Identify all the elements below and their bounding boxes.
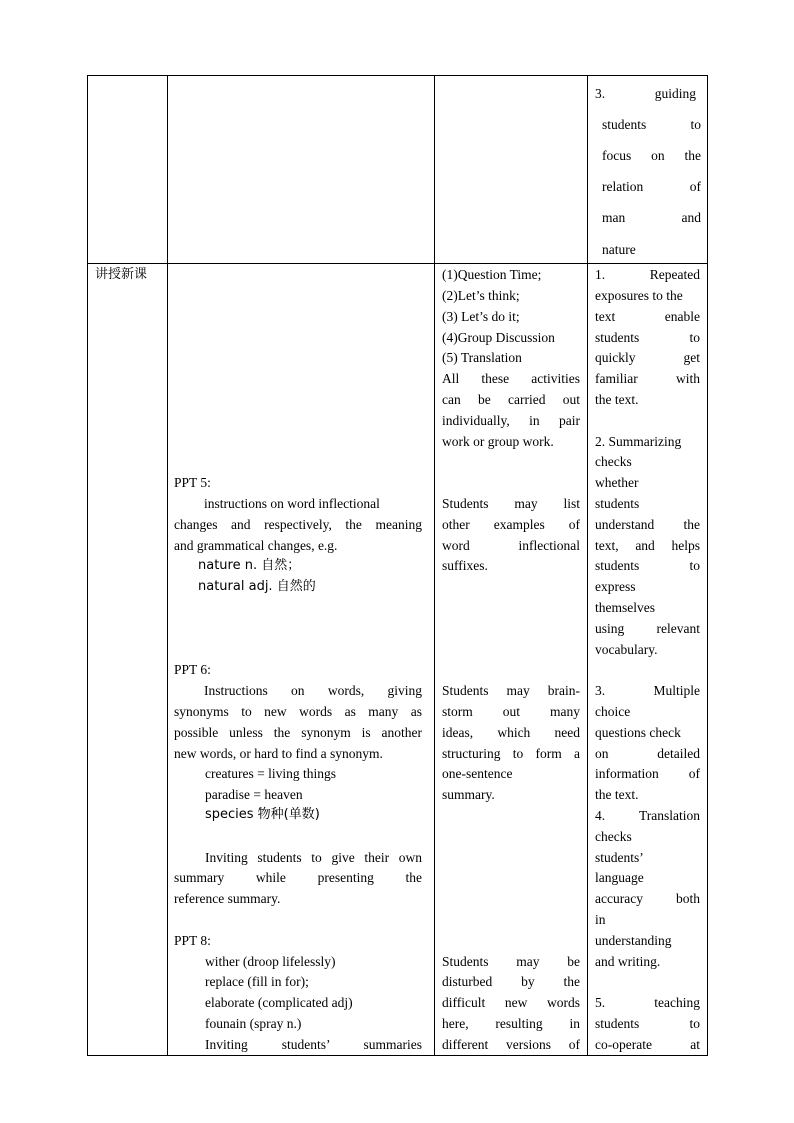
ppt5-heading: PPT 5: — [174, 475, 211, 490]
activity-line: can be carried out — [442, 392, 580, 407]
ppt6-heading: PPT 6: — [174, 662, 211, 677]
ppt6-line: possible unless the synonym is another — [174, 725, 422, 740]
purpose-line: whether — [595, 475, 639, 490]
purpose-line: language — [595, 870, 644, 885]
ppt6-line: Instructions on words, giving — [204, 683, 422, 698]
purpose-line: the text. — [595, 787, 639, 802]
lesson-plan-table — [87, 75, 708, 1056]
ppt6-example: paradise = heaven — [205, 787, 303, 802]
purpose-line: man and — [602, 210, 701, 225]
teacher-activity-cell — [168, 264, 435, 1056]
purpose-line: accuracy both — [595, 891, 700, 906]
activity-line: (1)Question Time; — [442, 267, 542, 282]
ppt5-line: changes and respectively, the meaning — [174, 517, 422, 532]
student-activity-cell-empty — [435, 76, 588, 264]
purpose-line: relation of — [602, 179, 701, 194]
purpose-line: questions check — [595, 725, 681, 740]
suffix-line: word inflectional — [442, 538, 580, 553]
ppt5-line: and grammatical changes, e.g. — [174, 538, 338, 553]
brainstorm-line: structuring to form a — [442, 746, 580, 761]
ppt6-summary-line: Inviting students to give their own — [205, 850, 422, 865]
ppt5-example: nature n. 自然； — [198, 558, 301, 573]
brainstorm-line: summary. — [442, 787, 495, 802]
purpose-line: in — [595, 912, 606, 927]
ppt8-example: elaborate (complicated adj) — [205, 995, 353, 1010]
activity-line: All these activities — [442, 371, 580, 386]
student-activity-cell — [435, 264, 588, 1056]
ppt6-example: species 物种(单数) — [205, 807, 320, 822]
purpose-line: 3. Multiple — [595, 683, 700, 698]
purpose-cell — [588, 264, 708, 1056]
purpose-line: 5. teaching — [595, 995, 700, 1010]
purpose-line: co-operate at — [595, 1037, 700, 1052]
purpose-line: students to — [595, 558, 700, 573]
ppt6-example: creatures = living things — [205, 766, 336, 781]
activity-line: (2)Let’s think; — [442, 288, 520, 303]
purpose-line: students to — [602, 117, 701, 132]
purpose-line: understand the — [595, 517, 700, 532]
teacher-activity-cell-empty — [168, 76, 435, 264]
purpose-line: 1. Repeated — [595, 267, 700, 282]
table-row — [88, 264, 708, 1056]
purpose-line: familiar with — [595, 371, 700, 386]
purpose-line: checks — [595, 829, 632, 844]
purpose-line: students to — [595, 330, 700, 345]
purpose-text — [588, 76, 707, 262]
purpose-line: students to — [595, 1016, 700, 1031]
suffix-line: Students may list — [442, 496, 580, 511]
purpose-line: focus on the — [602, 148, 701, 163]
purpose-line: choice — [595, 704, 631, 719]
difficult-line: difficult new words — [442, 995, 580, 1010]
difficult-line: Students may be — [442, 954, 580, 969]
purpose-line: exposures to the — [595, 288, 683, 303]
purpose-line: 2. Summarizing — [595, 434, 682, 449]
step-cell — [88, 264, 168, 1056]
purpose-line: express — [595, 579, 636, 594]
purpose-line: on detailed — [595, 746, 700, 761]
ppt6-line: new words, or hard to find a synonym. — [174, 746, 383, 761]
purpose-line: the text. — [595, 392, 639, 407]
ppt8-example: replace (fill in for); — [205, 974, 309, 989]
purpose-line: students — [595, 496, 640, 511]
purpose-line: checks — [595, 454, 632, 469]
purpose-line: text enable — [595, 309, 700, 324]
ppt8-example: wither (droop lifelessly) — [205, 954, 336, 969]
suffix-line: suffixes. — [442, 558, 488, 573]
step-cell-empty — [88, 76, 168, 264]
ppt5-example: natural adj. 自然的 — [198, 579, 316, 594]
difficult-line: disturbed by the — [442, 974, 580, 989]
purpose-line: students’ — [595, 850, 644, 865]
ppt8-example: founain (spray n.) — [205, 1016, 302, 1031]
ppt6-summary-line: reference summary. — [174, 891, 281, 906]
purpose-line: 3. guiding — [595, 86, 696, 101]
brainstorm-line: storm out many — [442, 704, 580, 719]
activity-line: individually, in pair — [442, 413, 580, 428]
ppt8-heading: PPT 8: — [174, 933, 211, 948]
brainstorm-line: Students may brain- — [442, 683, 580, 698]
purpose-line: nature — [602, 242, 636, 257]
table-row — [88, 76, 708, 264]
ppt5-line: instructions on word inflectional — [204, 496, 380, 511]
purpose-line: information of — [595, 766, 700, 781]
brainstorm-line: one-sentence — [442, 766, 513, 781]
brainstorm-line: ideas, which need — [442, 725, 580, 740]
purpose-line: vocabulary. — [595, 642, 658, 657]
purpose-line: text, and helps — [595, 538, 700, 553]
purpose-line: using relevant — [595, 621, 700, 636]
activity-line: work or group work. — [442, 434, 554, 449]
ppt6-summary-line: summary while presenting the — [174, 870, 422, 885]
purpose-line: understanding — [595, 933, 672, 948]
purpose-line: themselves — [595, 600, 655, 615]
ppt8-last-line: Inviting students’ summaries — [205, 1037, 422, 1052]
difficult-line: here, resulting in — [442, 1016, 580, 1031]
difficult-line: different versions of — [442, 1037, 580, 1052]
purpose-cell — [588, 76, 708, 264]
activity-line: (5) Translation — [442, 350, 522, 365]
purpose-line: 4. Translation — [595, 808, 700, 823]
activity-line: (4)Group Discussion — [442, 330, 555, 345]
suffix-line: other examples of — [442, 517, 580, 532]
purpose-line: and writing. — [595, 954, 661, 969]
step-label: 讲授新课 — [95, 267, 148, 282]
purpose-line: quickly get — [595, 350, 700, 365]
activity-line: (3) Let’s do it; — [442, 309, 520, 324]
ppt6-line: synonyms to new words as many as — [174, 704, 422, 719]
